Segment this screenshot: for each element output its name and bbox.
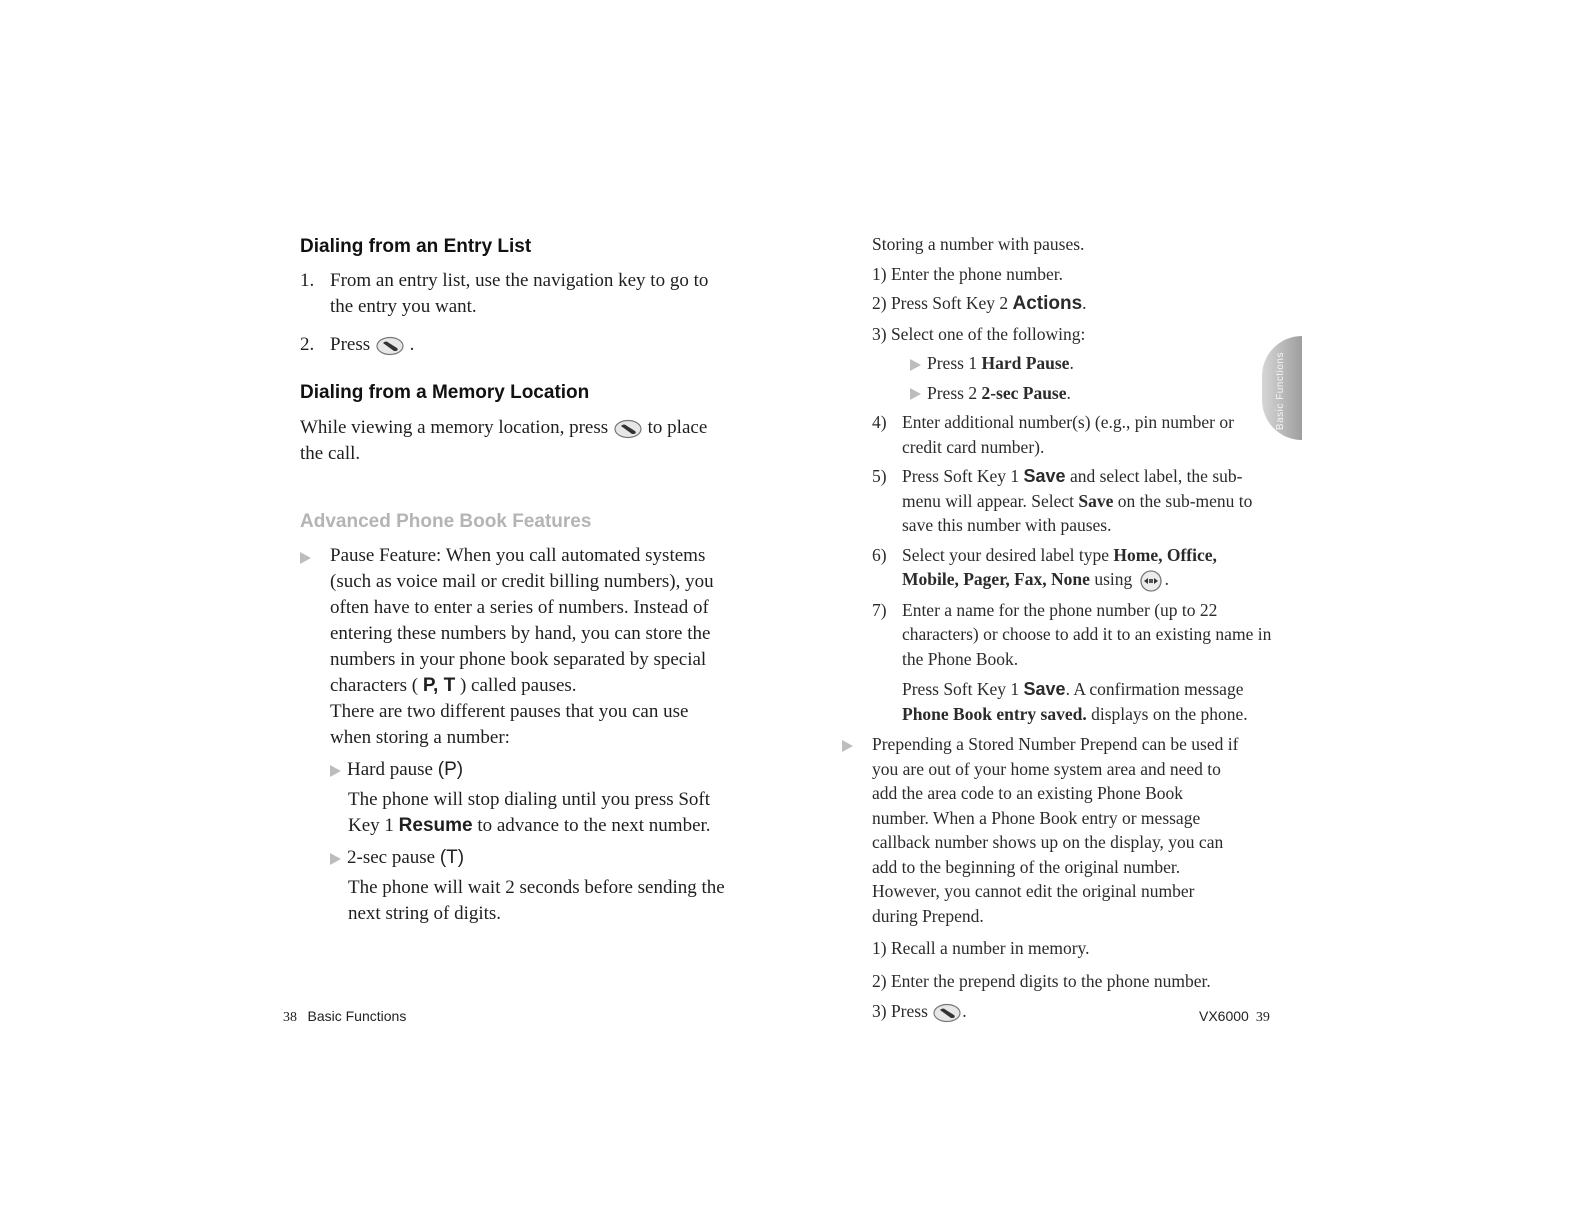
storing-intro: Storing a number with pauses.: [872, 234, 1085, 254]
triangle-bullet-icon: [330, 853, 341, 865]
storing-step-4: 4) Enter additional number(s) (e.g., pin number or credit card number).: [872, 412, 1234, 457]
pause-feature-item: [300, 543, 740, 927]
entry-step-1: 1. From an entry list, use the navigation key to go to the entry you want.: [300, 270, 709, 317]
prepend-step-2: 2) Enter the prepend digits to the phone number.: [872, 970, 1211, 991]
storing-step-3: 3) Select one of the following:: [872, 323, 1086, 344]
left-page: [300, 236, 740, 927]
option-hard-pause: Press 1 Hard Pause.: [872, 351, 1272, 376]
left-footer: [283, 1008, 406, 1026]
memory-location-text: While viewing a memory location, press to place the call.: [300, 417, 708, 464]
send-key-icon: [932, 1003, 962, 1023]
prepend-item: [842, 732, 1272, 928]
storing-step-7-confirm: Press Soft Key 1 Save. A confirmation message Phone Book entry saved. displays on the phone.: [902, 679, 1248, 724]
left-page-number: 38: [283, 1010, 297, 1025]
right-footer: [1199, 1008, 1270, 1026]
send-key-icon: [375, 336, 405, 356]
advanced-features-heading: Advanced Phone Book Features: [300, 511, 592, 532]
right-footer-title: VX6000: [1199, 1008, 1249, 1024]
right-page: [872, 232, 1272, 1024]
hard-pause-label: Hard pause (P): [330, 757, 728, 783]
section-tab-label: Basic Functions: [1275, 352, 1286, 431]
prepend-step-1: 1) Recall a number in memory.: [872, 938, 1090, 959]
sec-pause-desc: The phone will wait 2 seconds before sending the next string of digits.: [348, 877, 725, 924]
left-footer-title: Basic Functions: [307, 1008, 407, 1024]
pause-two-text: There are two different pauses that you can use when storing a number:: [330, 701, 689, 748]
storing-step-1: 1) Enter the phone number.: [872, 263, 1063, 284]
triangle-bullet-icon: [910, 388, 921, 400]
hard-pause-desc: The phone will stop dialing until you press Soft Key 1 Resume to advance to the next number.: [348, 789, 711, 836]
triangle-bullet-icon: [842, 740, 853, 752]
triangle-bullet-icon: [300, 552, 311, 564]
send-key-icon: [613, 419, 643, 439]
storing-step-5: 5) Press Soft Key 1 Save and select label, the sub-menu will appear. Select Save on the sub-menu to save this number with pauses.: [872, 466, 1253, 535]
right-page-number: 39: [1255, 1010, 1270, 1025]
entry-list-heading: Dialing from an Entry List: [300, 236, 532, 257]
prepend-step-3: 3) Press .: [872, 1001, 967, 1022]
sec-pause-label: 2-sec pause (T): [330, 845, 728, 871]
storing-step-2: 2) Press Soft Key 2 Actions.: [872, 293, 1087, 314]
storing-step-7: 7) Enter a name for the phone number (up to 22 characters) or choose to add it to an existing name in the Phone Book. Press Soft Key 1 Save. A confirmation message Phone Book entry saved. displays on the phone.: [872, 598, 1272, 727]
prepend-text: Prepending a Stored Number Prepend can be used if you are out of your home system area and need to add the area code to an existing Phone Book number. When a Phone Book entry or message callback number shows up on the display, you can add to the beginning of the original number. However, you cannot edit the original number during Prepend.: [872, 734, 1239, 926]
entry-step-2: 2. Press .: [300, 334, 415, 355]
memory-location-heading: Dialing from a Memory Location: [300, 382, 590, 403]
triangle-bullet-icon: [330, 765, 341, 777]
navigation-key-icon: [1137, 569, 1165, 593]
triangle-bullet-icon: [910, 359, 921, 371]
option-2sec-pause: Press 2 2-sec Pause.: [872, 381, 1272, 406]
storing-step-6: 6) Select your desired label type Home, Office, Mobile, Pager, Fax, None using .: [872, 543, 1272, 593]
pause-feature-text: Pause Feature: When you call automated systems (such as voice mail or credit billing numbers), you often have to enter a series of numbers. Instead of entering these numbers by hand, you can store the numbers in your phone book separated by special characters ( P, T ) called pauses.: [330, 545, 714, 696]
